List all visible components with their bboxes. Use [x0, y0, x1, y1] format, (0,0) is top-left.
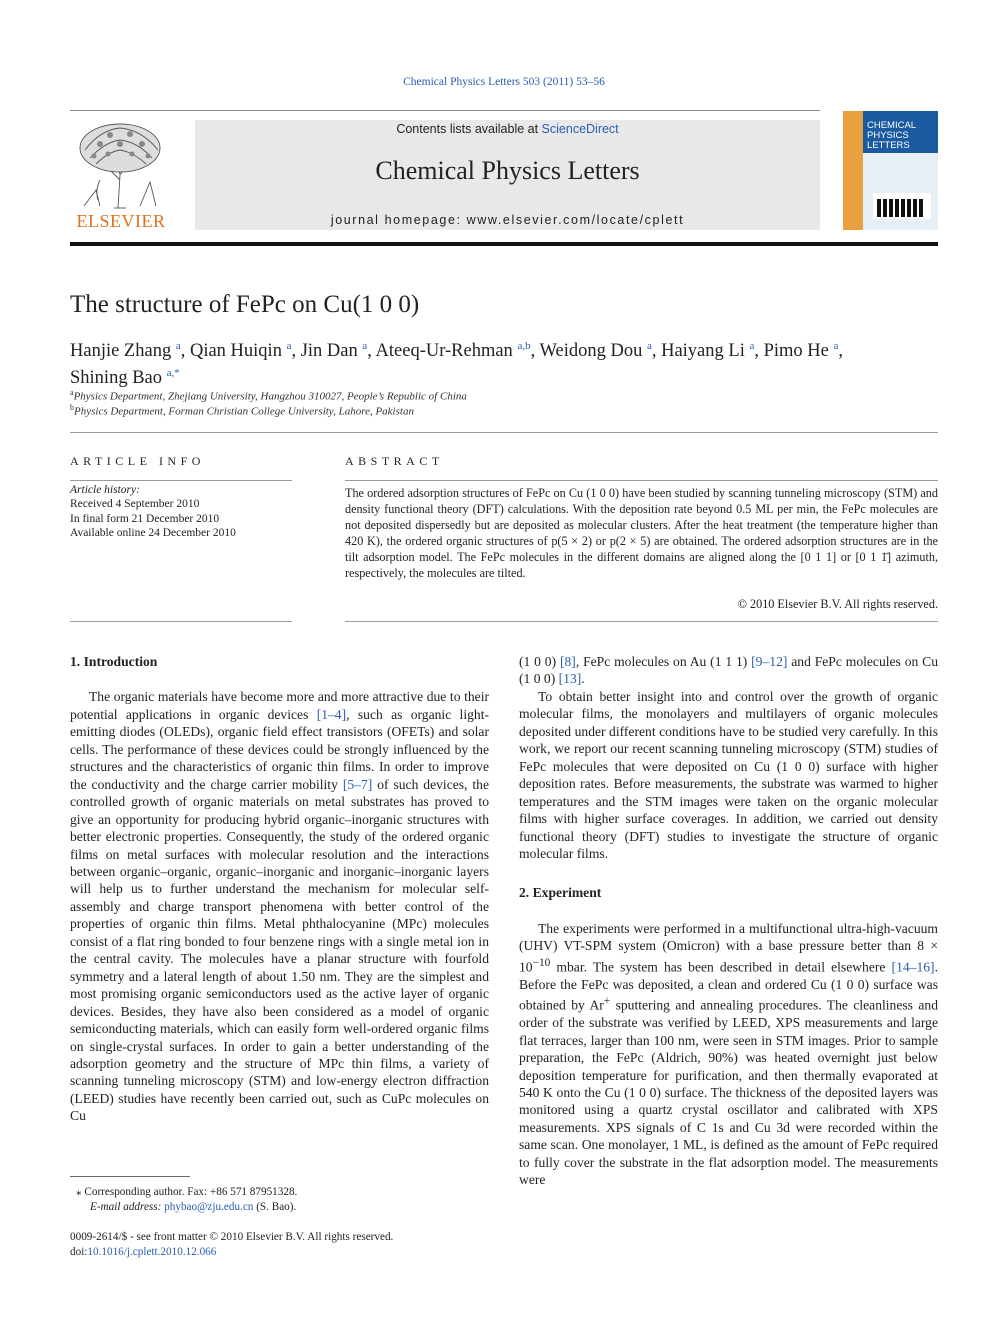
affil-mark: a: [70, 388, 74, 397]
contents-prefix: Contents lists available at: [396, 122, 542, 136]
final-form-date: In final form 21 December 2010: [70, 512, 220, 525]
author-name[interactable]: Jin Dan: [300, 341, 358, 362]
online-date: Available online 24 December 2010: [70, 526, 236, 539]
affil-text: Physics Department, Zhejiang University, Hangzhou 310027, People’s Republic of China: [73, 390, 467, 403]
email-suffix: (S. Bao).: [253, 1201, 297, 1213]
cover-graphic-icon: [873, 193, 931, 219]
author-affil-mark[interactable]: a: [749, 340, 755, 352]
affiliation-b: [70, 403, 414, 418]
authors-line: Hanjie Zhang $^a$, Qian Huiqin $^a$, Jin Dan $^a$, Ateeq-Ur-Rehman $^{a,b}$, Weidong Dou $^a$, Haiyang Li $^a$, Pimo He $^a$,: [70, 340, 844, 362]
experiment-paragraph: [519, 920, 938, 1189]
author-name[interactable]: Ateeq-Ur-Rehman: [375, 341, 513, 362]
text-run: , FePc molecules on Au (1 1 1): [575, 654, 752, 669]
affil-text: Physics Department, Forman Christian College University, Lahore, Pakistan: [74, 405, 414, 418]
text-run: sputtering and annealing procedures. The cleanliness and order of the substrate was verified by LEED, XPS measurements and large flat terraces, larger than 100 nm, were seen in STM images. Prior to sample preparation, the FePc (Aldrich, 90%) was heated overnight just below deposition temperature for purification, and then thermally evaporated at 540 K onto the Cu (1 0 0) surface. The thickness of the deposited layers was monitored using a quartz crystal oscillator and calibrated with XPS measurements. XPS signals of C 1s and Cu 3d were recorded within the same scan. One monolayer, 1 ML, is defined as the amount of FePc required to fully cover the substrate in the flat adsorption model. The measurements were: [519, 997, 938, 1188]
author-name[interactable]: Qian Huiqin: [189, 341, 282, 362]
author-affil-mark[interactable]: a,b: [517, 340, 531, 352]
elsevier-wordmark: ELSEVIER: [76, 211, 166, 231]
text-run: The experiments were performed in a multifunctional ultra-high-vacuum (UHV) VT-SPM system (Omicron) with a base pressure better than 8 × 10: [519, 920, 938, 975]
citation-link[interactable]: [13]: [558, 671, 582, 687]
superscript: +: [603, 995, 611, 1008]
email-link[interactable]: phybao@zju.edu.cn: [164, 1201, 254, 1213]
cover-title-line: LETTERS: [867, 140, 910, 151]
experiment-heading: 2. Experiment: [519, 885, 602, 901]
cover-title: [867, 121, 916, 151]
journal-citation[interactable]: Chemical Physics Letters 503 (2011) 53–56: [403, 76, 605, 88]
sciencedirect-link[interactable]: ScienceDirect: [541, 122, 619, 136]
authors-line: [70, 362, 940, 389]
elsevier-logo: [70, 120, 172, 232]
article-info-heading: ARTICLE INFO: [70, 454, 205, 468]
citation-link[interactable]: [9–12]: [751, 654, 788, 669]
cover-title-line: PHYSICS: [867, 130, 909, 141]
divider: [70, 621, 292, 622]
email-line: [76, 1200, 297, 1215]
text-run: .: [581, 671, 585, 687]
doi-label: doi:: [70, 1246, 88, 1258]
footnote-rule: [70, 1176, 190, 1177]
divider: [345, 621, 938, 622]
abstract-heading: ABSTRACT: [345, 454, 444, 468]
intro-paragraph: [70, 688, 489, 1124]
intro-heading: 1. Introduction: [70, 654, 158, 669]
author-name[interactable]: Haiyang Li: [661, 341, 745, 362]
journal-homepage[interactable]: journal homepage: www.elsevier.com/locate/cplett: [330, 213, 685, 227]
citation-link[interactable]: [5–7]: [342, 776, 373, 792]
text-run: (1 0 0): [519, 654, 560, 669]
right-column: [519, 653, 938, 1189]
doi-line: [70, 1245, 393, 1260]
history-label: Article history:: [70, 484, 140, 496]
author-affil-mark[interactable]: a: [646, 340, 652, 352]
affil-mark: b: [70, 403, 74, 412]
text-run: The organic materials have become more and more attractive due to their potential applications in organic devices: [70, 689, 489, 722]
article-history: [70, 483, 236, 540]
elsevier-tree-icon: [70, 120, 172, 210]
corresponding-footnote: [76, 1185, 297, 1215]
header-divider: [70, 110, 820, 111]
author-name[interactable]: Weidong Dou: [539, 341, 643, 362]
divider: [70, 480, 292, 481]
corresponding-author: [76, 1185, 297, 1200]
superscript: −10: [532, 956, 551, 969]
journal-header-box: [195, 120, 820, 230]
citation-link[interactable]: [8]: [559, 654, 576, 669]
header-thick-rule: [70, 242, 938, 246]
text-run: of such devices, the controlled growth of organic materials on metal substrates has proved to give an opportunity for producing hybrid organic–inorganic structures with better electronic properties. Consequently, the study of the ordered organic films on metal surfaces with molecular resolution and the interactions between organic–organic, organic–inorganic and inorganic–inorganic layers will help us to further understand the mechanism for molecular self-assembly and charge transport phenomena with better control of the properties of organic thin films. Metal phthalocyanine (MPc) molecules consist of a flat ring bonded to four benzene rings with a single metal ion in the central cavity. The molecules have a planar structure with fourfold symmetry and a lateral length of about 1.50 nm. They are the simplest and most promising organic semiconductors used as the active layer of organic devices. Besides, they have also been considered as a model of organic semiconducting materials, which can easily form well-ordered organic films on single-crystal surfaces. In order to gain a better understanding of the adsorption geometry and the structure of MPc thin films, a variety of scanning tunneling microscopy (STM) and low-energy electron diffraction (LEED) studies have recently been carried out, such as CuPc molecules on Cu: [70, 776, 489, 1124]
author-affil-mark[interactable]: a: [833, 340, 839, 352]
author-name[interactable]: Pimo He: [763, 341, 829, 362]
intro-paragraph: To obtain better insight into and control over the growth of organic molecular films, the monolayers and multilayers of organic molecules deposited under different conditions have to be studied very carefully. In this work, we report our recent scanning tunneling microscopy (STM) studies of FePc molecules that were deposited on Cu (1 0 0) surface with higher deposition rates. Before measurements, the substrate was warmed to higher temperatures and the STM images were taken on the organic molecular films with higher surface coverages. In addition, we carried out density functional theory (DFT) studies to investigate the structure of organic molecular films.: [519, 688, 938, 861]
left-column: [70, 653, 489, 1125]
text-run: and FePc molecules on Cu (1 0 0): [519, 654, 938, 687]
divider: [70, 432, 938, 433]
author-name[interactable]: Shining Bao: [70, 368, 162, 389]
text-run: mbar. The system has been described in detail elsewhere: [550, 959, 892, 975]
intro-paragraph-continued: [519, 653, 938, 688]
citation-link[interactable]: [14–16]: [891, 959, 935, 975]
cover-title-line: CHEMICAL: [867, 120, 917, 131]
received-date: Received 4 September 2010: [70, 498, 200, 511]
abstract-copyright: © 2010 Elsevier B.V. All rights reserved.: [737, 597, 938, 611]
divider: [345, 480, 938, 481]
abstract-text: The ordered adsorption structures of FePc on Cu (1 0 0) have been studied by scanning tunneling microscopy (STM) and density functional theory (DFT) calculations. With the deposition rate beyond 0.5 ML per min, the FePc molecules are not deposited dispersedly but are deposited as molecular clusters. After the heat treatment (the temperature higher than 420 K), the ordered organic structures of p(5 × 2) or p(2 × 5) are obtained. The ordered adsorption structures are in the tilt adsorption model. The FePc molecules in the different domains are aligned along the [0 1 1] or [0 1 1̄] azimuth, respectively, the molecules are tilted.: [345, 486, 938, 580]
affiliation-a: [70, 388, 467, 403]
author-affil-mark[interactable]: a: [175, 340, 181, 352]
issn-footnote: [70, 1230, 393, 1260]
journal-cover: [843, 111, 938, 230]
issn-line: 0009-2614/$ - see front matter © 2010 Elsevier B.V. All rights reserved.: [70, 1231, 394, 1243]
contents-available: [195, 122, 820, 136]
cover-side-band: [843, 111, 863, 230]
author-affil-mark[interactable]: a: [286, 340, 292, 352]
journal-title: Chemical Physics Letters: [375, 156, 640, 185]
text-run: . Before the FePc was deposited, a clean and ordered Cu (1 0 0) surface was obtained by Ar: [519, 959, 938, 1013]
author-name[interactable]: Hanjie Zhang: [70, 341, 172, 362]
email-label: E-mail address:: [90, 1201, 162, 1213]
text-run: , such as organic light-emitting diodes (OLEDs), organic field effect transistors (OFETs) and solar cells. The performance of these devices could be strongly influenced by the structures and the characteristics of organic thin films. In order to improve the conductivity and the charge carrier mobility: [70, 706, 490, 792]
author-affil-mark[interactable]: a,*: [166, 367, 180, 380]
footnote-mark: ⁎: [76, 1186, 82, 1198]
article-title: The structure of FePc on Cu(1 0 0): [70, 291, 420, 318]
corresponding-text: Corresponding author. Fax: +86 571 87951328.: [84, 1186, 298, 1198]
author-list: [70, 335, 940, 389]
doi-link[interactable]: 10.1016/j.cplett.2010.12.066: [87, 1246, 217, 1258]
citation-link[interactable]: [1–4]: [316, 706, 347, 722]
author-affil-mark[interactable]: a: [362, 340, 368, 352]
